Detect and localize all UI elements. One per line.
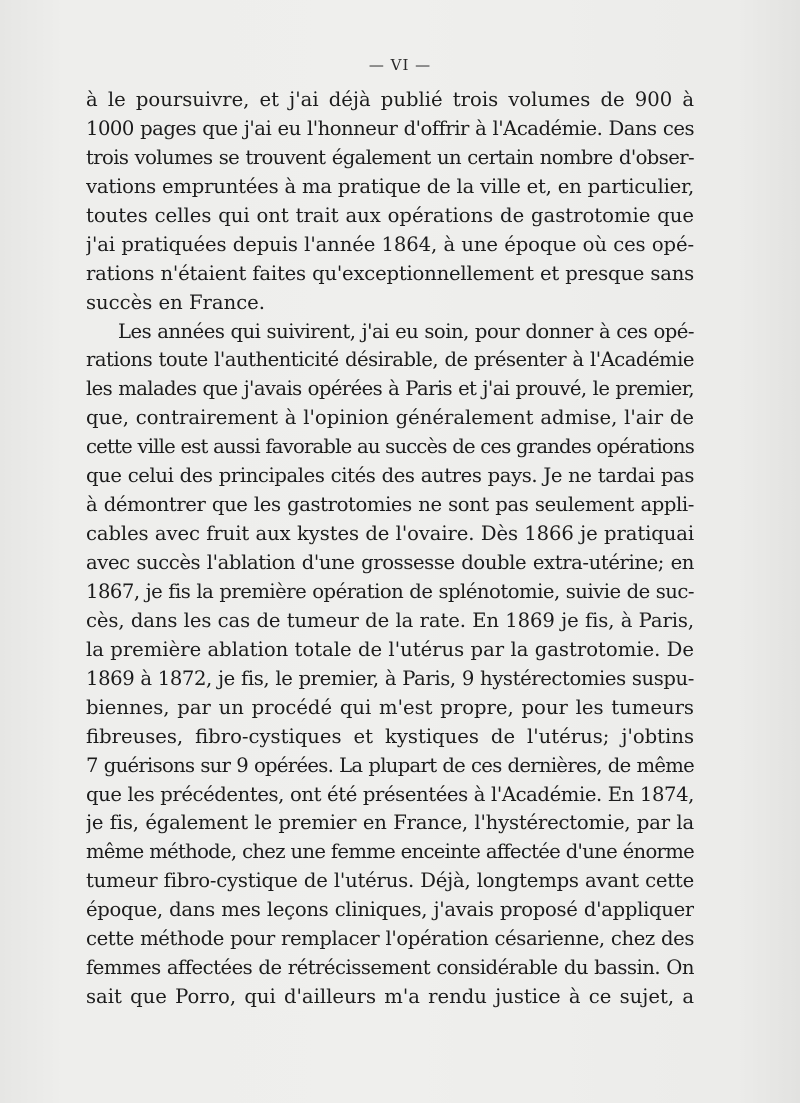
text-line: cette ville est aussi favorable au succès de ces grandes opérations <box>86 435 694 459</box>
text-line: à démontrer que les gastrotomies ne sont pas seulement appli- <box>86 493 694 517</box>
text-line: que celui des principales cités des autres pays. Je ne tardai pas <box>86 464 694 488</box>
text-line: vations empruntées à ma pratique de la ville et, en particulier, <box>86 174 694 198</box>
text-line: à le poursuivre, et j'ai déjà publié trois volumes de 900 à <box>86 88 694 111</box>
text-line: j'ai pratiquées depuis l'année 1864, à une époque où ces opé- <box>86 232 694 256</box>
body-text <box>86 86 694 1012</box>
text-line: 1867, je fis la première opération de splénotomie, suivie de suc- <box>86 579 694 603</box>
text-line: que les précédentes, ont été présentées à l'Académie. En 1874, <box>86 782 694 806</box>
text-line: cables avec fruit aux kystes de l'ovaire. Dès 1866 je pratiquai <box>86 522 694 546</box>
text-line: cès, dans les cas de tumeur de la rate. En 1869 je fis, à Paris, <box>86 608 694 632</box>
text-line: rations toute l'authenticité désirable, de présenter à l'Académie <box>86 348 694 372</box>
text-line: je fis, également le premier en France, l'hystérectomie, par la <box>86 811 694 835</box>
text-line: la première ablation totale de l'utérus par la gastrotomie. De <box>86 637 694 661</box>
page-number: — VI — <box>368 56 432 74</box>
text-line: toutes celles qui ont trait aux opérations de gastrotomie que <box>86 203 694 227</box>
text-line: cette méthode pour remplacer l'opération césarienne, chez des <box>86 927 694 951</box>
text-line: rations n'étaient faites qu'exceptionnellement et presque sans <box>86 261 694 285</box>
text-line: que, contrairement à l'opinion généralement admise, l'air de <box>86 406 694 430</box>
text-line: 1869 à 1872, je fis, le premier, à Paris, 9 hystérectomies suspu- <box>86 666 694 690</box>
text-line: les malades que j'avais opérées à Paris et j'ai prouvé, le premier, <box>86 377 694 401</box>
text-line: même méthode, chez une femme enceinte affectée d'une énorme <box>86 840 694 864</box>
text-line: femmes affectées de rétrécissement considérable du bassin. On <box>86 956 694 980</box>
text-line: biennes, par un procédé qui m'est propre, pour les tumeurs <box>86 695 694 719</box>
text-line: 7 guérisons sur 9 opérées. La plupart de ces dernières, de même <box>86 753 694 777</box>
text-line: succès en France. <box>86 290 266 314</box>
text-line: trois volumes se trouvent également un certain nombre d'obser- <box>86 145 694 169</box>
text-line: avec succès l'ablation d'une grossesse double extra-utérine; en <box>86 551 694 574</box>
text-line: sait que Porro, qui d'ailleurs m'a rendu justice à ce sujet, a <box>86 985 694 1009</box>
text-line: tumeur fibro-cystique de l'utérus. Déjà, longtemps avant cette <box>86 869 694 893</box>
text-line: époque, dans mes leçons cliniques, j'avais proposé d'appliquer <box>86 898 694 922</box>
text-line: fibreuses, fibro-cystiques et kystiques de l'utérus; j'obtins <box>86 724 694 748</box>
text-line: 1000 pages que j'ai eu l'honneur d'offrir à l'Académie. Dans ces <box>86 116 694 140</box>
paragraph-first-line: Les années qui suivirent, j'ai eu soin, pour donner à ces opé- <box>118 319 694 343</box>
